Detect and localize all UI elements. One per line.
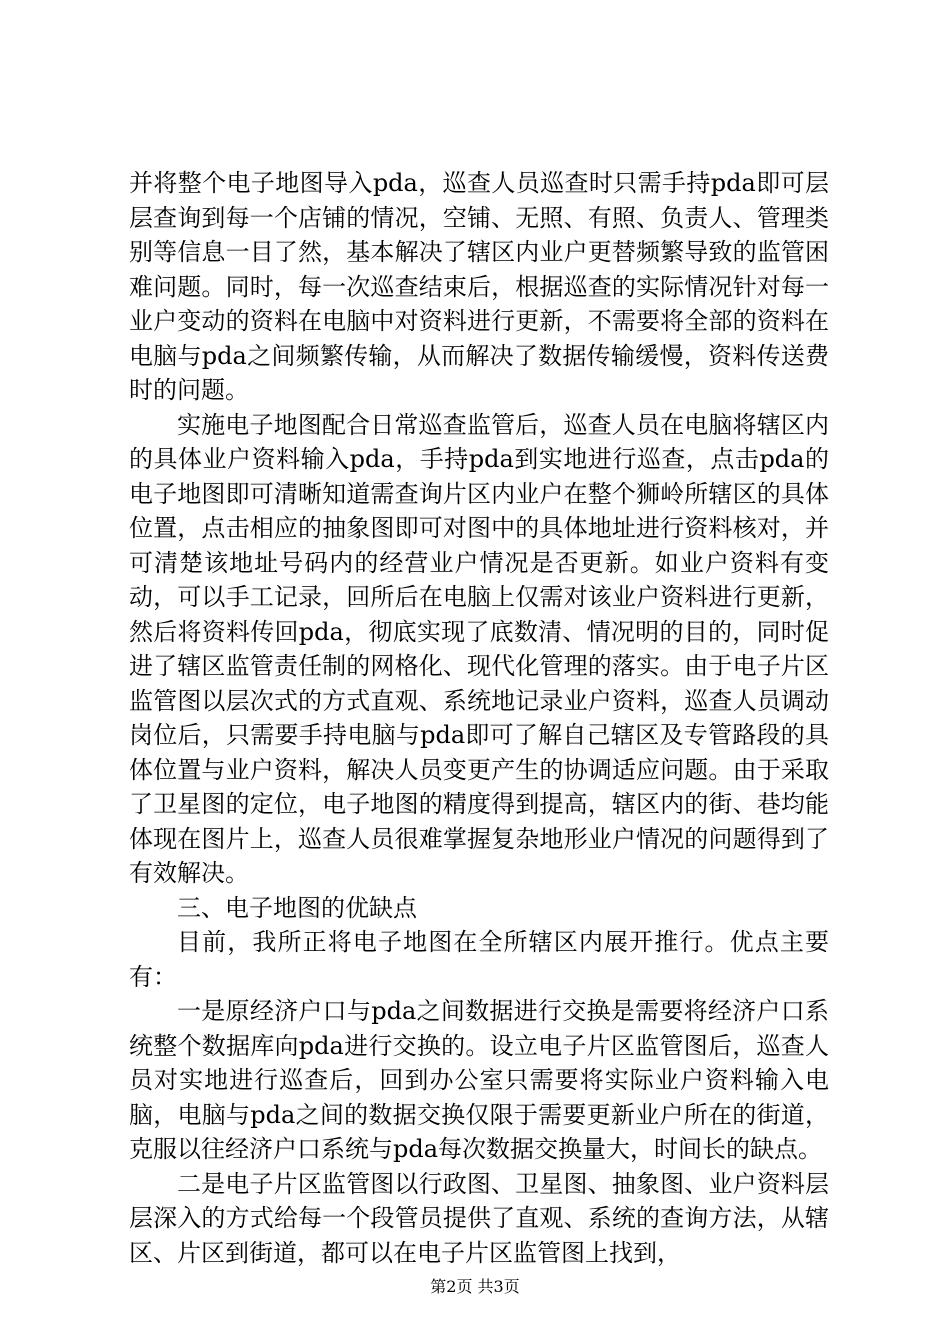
document-body	[129, 166, 829, 1270]
paragraph-advantage-two: 二是电子片区监管图以行政图、卫星图、抽象图、业户资料层层深入的方式给每一个段管员提供了直观、系统的查询方法，从辖区、片区到街道，都可以在电子片区监管图上找到，	[129, 1169, 829, 1267]
paragraph-advantages-intro: 目前，我所正将电子地图在全所辖区内展开推行。优点主要有：	[129, 928, 829, 991]
paragraph-continuation: 并将整个电子地图导入pda，巡查人员巡查时只需手持pda即可层层查询到每一个店铺的情况，空铺、无照、有照、负责人、管理类别等信息一目了然，基本解决了辖区内业户更替频繁导致的监管困难问题。同时，每一次巡查结束后，根据巡查的实际情况针对每一业户变动的资料在电脑中对资料进行更新，不需要将全部的资料在电脑与pda之间频繁传输，从而解决了数据传输缓慢，资料传送费时的问题。	[129, 169, 829, 404]
paragraph-implementation: 实施电子地图配合日常巡查监管后，巡查人员在电脑将辖区内的具体业户资料输入pda，手持pda到实地进行巡查，点击pda的电子地图即可清晰知道需查询片区内业户在整个狮岭所辖区的具体位置，点击相应的抽象图即可对图中的具体地址进行资料核对，并可清楚该地址号码内的经营业户情况是否更新。如业户资料有变动，可以手工记录，回所后在电脑上仅需对该业户资料进行更新，然后将资料传回pda，彻底实现了底数清、情况明的目的，同时促进了辖区监管责任制的网格化、现代化管理的落实。由于电子片区监管图以层次式的方式直观、系统地记录业户资料，巡查人员调动岗位后，只需要手持电脑与pda即可了解自己辖区及专管路段的具体位置与业户资料，解决人员变更产生的协调适应问题。由于采取了卫星图的定位，电子地图的精度得到提高，辖区内的街、巷均能体现在图片上，巡查人员很难掌握复杂地形业户情况的问题得到了有效解决。	[129, 410, 829, 887]
page-footer: 第2页 共3页	[430, 1277, 520, 1296]
paragraph-advantage-one: 一是原经济户口与pda之间数据进行交换是需要将经济户口系统整个数据库向pda进行交换的。设立电子片区监管图后，巡查人员对实地进行巡查后，回到办公室只需要将实际业户资料输入电脑，电脑与pda之间的数据交换仅限于需要更新业户所在的街道，克服以往经济户口系统与pda每次数据交换量大，时间长的缺点。	[129, 997, 829, 1163]
section-heading: 三、电子地图的优缺点	[177, 893, 417, 922]
